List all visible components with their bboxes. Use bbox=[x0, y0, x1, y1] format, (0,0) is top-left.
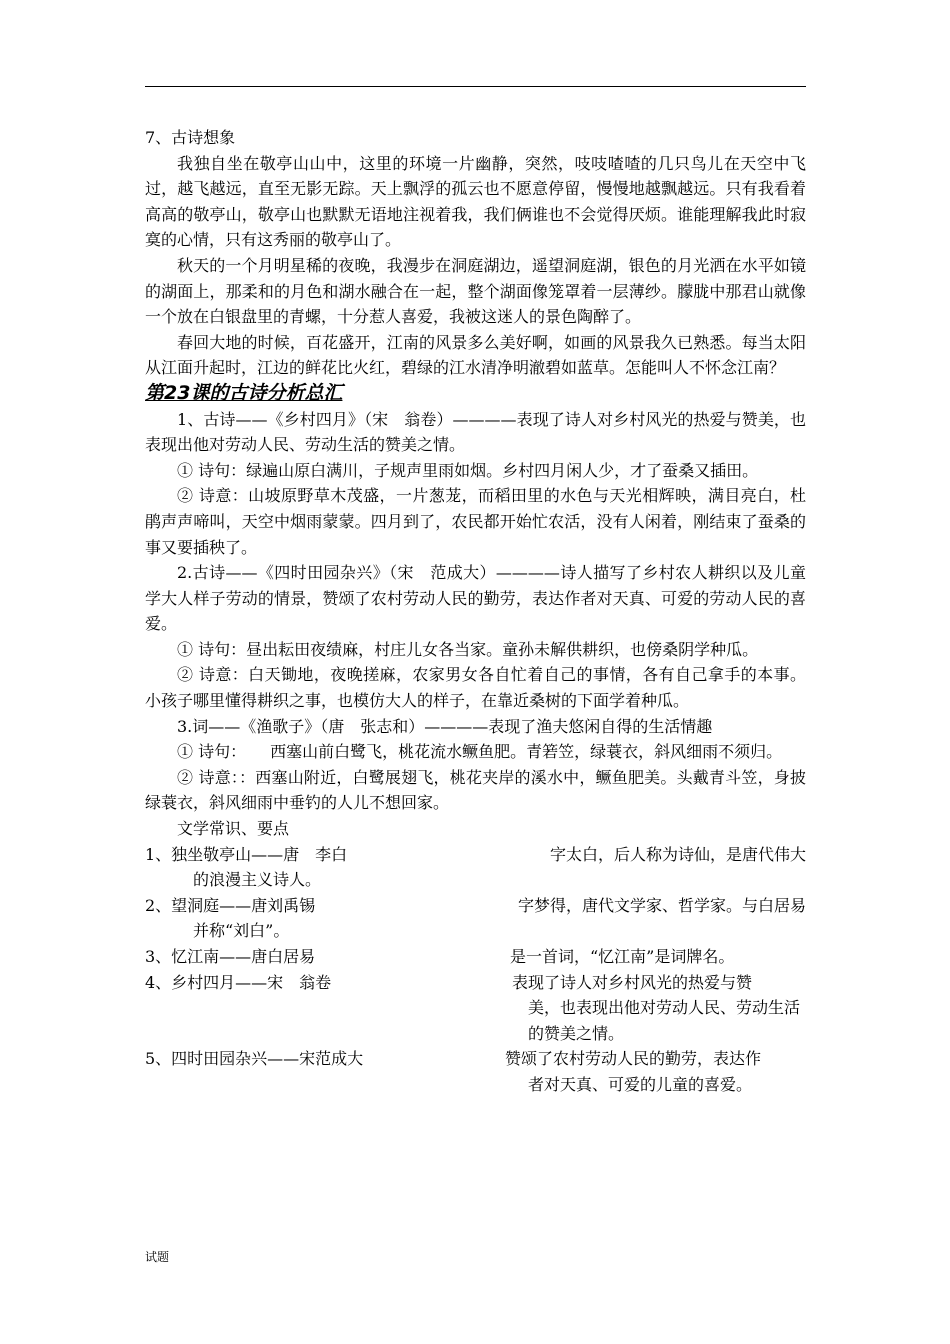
knowledge-continuation: 的浪漫主义诗人。 bbox=[193, 870, 322, 890]
knowledge-right: 赞颂了农村劳动人民的勤劳，表达作 bbox=[505, 1049, 762, 1069]
knowledge-left: 2、望洞庭——唐刘禹锡 bbox=[145, 895, 316, 915]
knowledge-right: 字梦得，唐代文学家、哲学家。与白居易 bbox=[517, 895, 806, 915]
lesson-23-item: 3.词——《渔歌子》（唐 张志和）————表现了渔夫悠闲自得的生活情趣 bbox=[177, 716, 713, 736]
knowledge-left: 4、乡村四月——宋 翁卷 bbox=[145, 972, 332, 992]
knowledge-continuation: 并称“刘白”。 bbox=[193, 921, 290, 941]
knowledge-row bbox=[145, 1046, 806, 1097]
footer-label: 试题 bbox=[145, 1250, 170, 1264]
knowledge-continuation: 者对天真、可爱的儿童的喜爱。 bbox=[528, 1074, 753, 1094]
knowledge-left: 5、四时田园杂兴——宋范成大 bbox=[145, 1049, 364, 1069]
knowledge-right: 是一首词，“忆江南”是词牌名。 bbox=[510, 947, 735, 966]
lesson-23-item: ① 诗句：绿遍山原白满川，子规声里雨如烟。乡村四月闲人少，才了蚕桑又插田。 bbox=[177, 460, 759, 480]
lesson-23-item: ② 诗意：白天锄地，夜晚搓麻，农家男女各自忙着自己的事情，各有自己拿手的本事。小孩子哪里懂得耕织之事，也模仿大人的样子，在靠近桑树的下面学着种瓜。 bbox=[145, 665, 806, 711]
lesson-23-item: ② 诗意：：西塞山附近，白鹭展翅飞，桃花夹岸的溪水中，鳜鱼肥美。头戴青斗笠，身披绿蓑衣，斜风细雨中垂钓的人儿不想回家。 bbox=[145, 767, 806, 813]
knowledge-left: 3、忆江南——唐白居易 bbox=[145, 947, 316, 966]
section-7-paragraph-3: 春回大地的时候，百花盛开，江南的风景多么美好啊，如画的风景我久已熟悉。每当太阳从江面升起时，江边的鲜花比火红，碧绿的江水清净明澈碧如蓝草。怎能叫人不怀念江南？ bbox=[145, 332, 806, 378]
lesson-23-item: 1、古诗——《乡村四月》（宋 翁卷）————表现了诗人对乡村风光的热爱与赞美，也表现出他对劳动人民、劳动生活的赞美之情。 bbox=[145, 409, 806, 455]
knowledge-right: 字太白，后人称为诗仙，是唐代伟大 bbox=[549, 844, 806, 864]
knowledge-continuation: 美，也表现出他对劳动人民、劳动生活的赞美之情。 bbox=[528, 998, 801, 1043]
knowledge-row bbox=[145, 842, 806, 893]
document-body bbox=[145, 125, 806, 1098]
lesson-23-item: ① 诗句： 西塞山前白鹭飞，桃花流水鳜鱼肥。青箬笠，绿蓑衣，斜风细雨不须归。 bbox=[177, 742, 783, 762]
knowledge-title: 文学常识、要点 bbox=[177, 819, 290, 839]
lesson-23-heading: 第23课的古诗分析总汇 bbox=[145, 381, 343, 404]
section-7-paragraph-2: 秋天的一个月明星稀的夜晚，我漫步在洞庭湖边，遥望洞庭湖，银色的月光洒在水平如镜的湖面上，那柔和的月色和湖水融合在一起，整个湖面像笼罩着一层薄纱。朦胧中那君山就像一个放在白银盘里的青螺，十分惹人喜爱，我被这迷人的景色陶醉了。 bbox=[145, 255, 806, 327]
header-rule bbox=[145, 86, 806, 87]
lesson-23-item: 2.古诗——《四时田园杂兴》（宋 范成大）————诗人描写了乡村农人耕织以及儿童学大人样子劳动的情景，赞颂了农村劳动人民的勤劳，表达作者对天真、可爱的劳动人民的喜爱。 bbox=[145, 563, 806, 634]
knowledge-left: 1、独坐敬亭山——唐 李白 bbox=[145, 844, 348, 864]
knowledge-row bbox=[145, 893, 806, 944]
knowledge-row bbox=[145, 944, 806, 970]
lesson-23-item: ② 诗意：山坡原野草木茂盛，一片葱茏，而稻田里的水色与天光相辉映，满目亮白，杜鹃声声啼叫，天空中烟雨蒙蒙。四月到了，农民都开始忙农活，没有人闲着，刚结束了蚕桑的事又要插秧了。 bbox=[145, 486, 806, 557]
section-7-paragraph-1: 我独自坐在敬亭山山中，这里的环境一片幽静，突然，吱吱喳喳的几只鸟儿在天空中飞过，越飞越远，直至无影无踪。天上飘浮的孤云也不愿意停留，慢慢地越飘越远。只有我看着高高的敬亭山，敬亭山也默默无语地注视着我，我们俩谁也不会觉得厌烦。谁能理解我此时寂寞的心情，只有这秀丽的敬亭山了。 bbox=[145, 153, 806, 250]
lesson-23-item: ① 诗句：昼出耘田夜绩麻，村庄儿女各当家。童孙未解供耕织，也傍桑阴学种瓜。 bbox=[177, 639, 759, 659]
knowledge-row bbox=[145, 970, 806, 1047]
section-7-title: 7、古诗想象 bbox=[145, 128, 236, 147]
knowledge-right: 表现了诗人对乡村风光的热爱与赞 bbox=[512, 972, 753, 992]
